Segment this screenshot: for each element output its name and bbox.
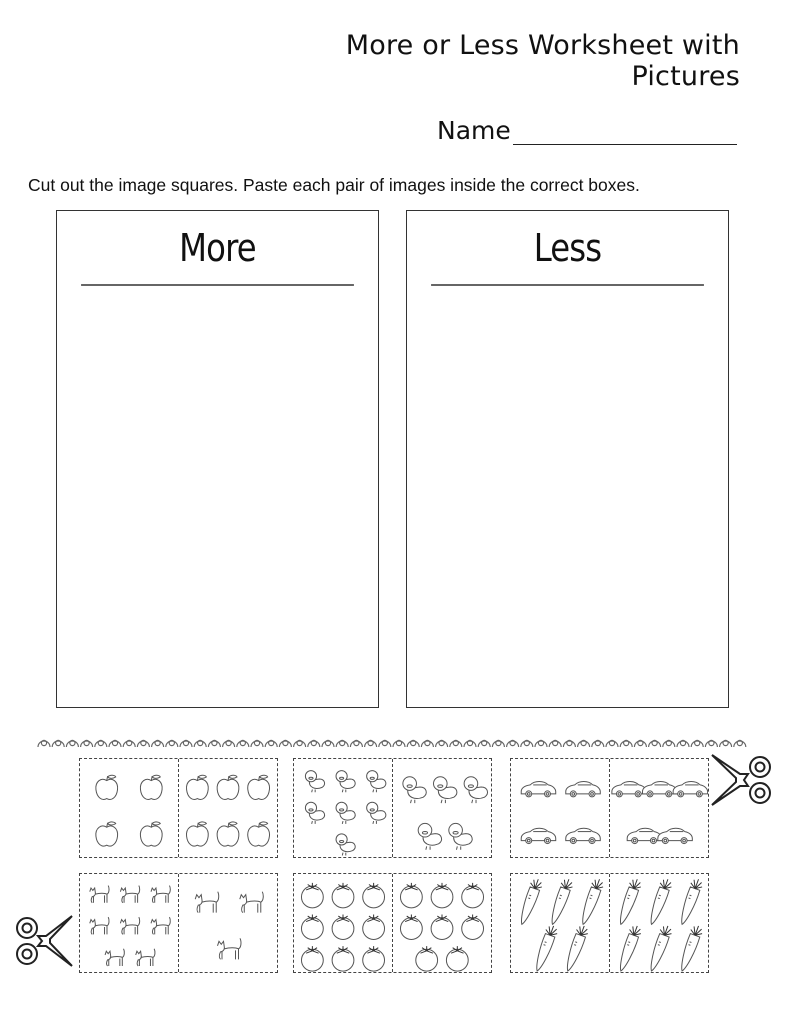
cut-out-card-car-right[interactable] [609, 759, 708, 857]
cut-out-pair-cat[interactable] [79, 873, 278, 973]
cut-out-card-apple-right[interactable] [178, 759, 277, 857]
scissors-icon [14, 912, 74, 970]
cut-out-card-carrot-left[interactable] [511, 874, 609, 972]
tomato-icon [393, 874, 491, 972]
scalloped-cut-line-icon [36, 734, 750, 750]
cut-out-pair-chick[interactable] [293, 758, 492, 858]
less-sort-box [406, 210, 729, 708]
cut-out-card-tomato-left[interactable] [294, 874, 392, 972]
name-label: Name [437, 116, 511, 145]
chick-icon [294, 759, 392, 857]
cut-out-card-car-left[interactable] [511, 759, 609, 857]
name-field [437, 116, 737, 145]
cut-out-card-cat-right[interactable] [178, 874, 277, 972]
less-box-header: Less [431, 211, 704, 286]
cut-out-pair-tomato[interactable] [293, 873, 492, 973]
car-icon [610, 759, 708, 857]
cut-out-pair-apple[interactable] [79, 758, 278, 858]
car-icon [511, 759, 609, 857]
carrot-icon [511, 874, 609, 972]
cut-out-card-cat-left[interactable] [80, 874, 178, 972]
worksheet-title: More or Less Worksheet with Pictures [345, 30, 740, 92]
scissors-icon [710, 752, 774, 808]
chick-icon [393, 759, 491, 857]
cut-out-card-carrot-right[interactable] [609, 874, 708, 972]
apple-icon [80, 759, 178, 857]
cut-out-pair-carrot[interactable] [510, 873, 709, 973]
name-blank-line[interactable] [513, 116, 737, 145]
cat-icon [80, 874, 178, 972]
tomato-icon [294, 874, 392, 972]
cut-out-card-chick-left[interactable] [294, 759, 392, 857]
more-box-header: More [81, 211, 354, 286]
cat-icon [179, 874, 277, 972]
instructions-text: Cut out the image squares. Paste each pair of images inside the correct boxes. [28, 175, 640, 195]
cut-out-pair-car[interactable] [510, 758, 709, 858]
cut-out-card-apple-left[interactable] [80, 759, 178, 857]
carrot-icon [610, 874, 708, 972]
cut-out-card-tomato-right[interactable] [392, 874, 491, 972]
more-sort-box [56, 210, 379, 708]
apple-icon [179, 759, 277, 857]
cut-out-card-chick-right[interactable] [392, 759, 491, 857]
